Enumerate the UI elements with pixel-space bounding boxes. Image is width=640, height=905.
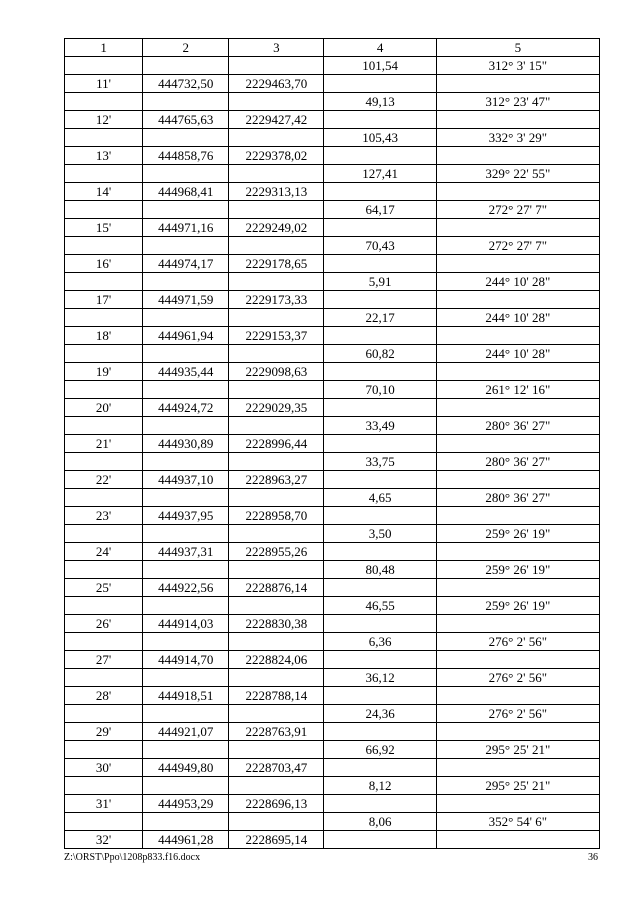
cell-y: 2228695,14 <box>229 831 324 849</box>
footer-page-number: 36 <box>588 852 598 863</box>
cell-distance <box>324 723 436 741</box>
cell-distance <box>324 435 436 453</box>
cell-y <box>229 669 324 687</box>
cell-x: 444937,95 <box>143 507 229 525</box>
cell-y: 2229173,33 <box>229 291 324 309</box>
table-body <box>65 57 600 849</box>
cell-point <box>65 345 143 363</box>
cell-x <box>143 777 229 795</box>
cell-distance <box>324 327 436 345</box>
cell-point: 17' <box>65 291 143 309</box>
cell-y <box>229 129 324 147</box>
cell-x <box>143 813 229 831</box>
cell-point <box>65 273 143 291</box>
cell-point: 16' <box>65 255 143 273</box>
table-row <box>65 795 600 813</box>
cell-y <box>229 201 324 219</box>
cell-x: 444858,76 <box>143 147 229 165</box>
cell-y <box>229 633 324 651</box>
cell-x: 444765,63 <box>143 111 229 129</box>
cell-y: 2229098,63 <box>229 363 324 381</box>
footer-file-path: Z:\ORST\Ppo\1208p833.f16.docx <box>64 852 201 863</box>
cell-x: 444971,16 <box>143 219 229 237</box>
cell-x <box>143 453 229 471</box>
cell-y: 2228958,70 <box>229 507 324 525</box>
table-row <box>65 93 600 111</box>
cell-bearing <box>436 291 599 309</box>
cell-x: 444961,94 <box>143 327 229 345</box>
cell-distance: 24,36 <box>324 705 436 723</box>
cell-x: 444974,17 <box>143 255 229 273</box>
cell-x: 444922,56 <box>143 579 229 597</box>
cell-point <box>65 777 143 795</box>
table-row <box>65 147 600 165</box>
cell-y: 2228788,14 <box>229 687 324 705</box>
cell-distance <box>324 651 436 669</box>
cell-distance <box>324 831 436 849</box>
cell-bearing <box>436 471 599 489</box>
table-row <box>65 633 600 651</box>
table-row <box>65 327 600 345</box>
cell-point <box>65 597 143 615</box>
table-row <box>65 435 600 453</box>
cell-distance: 60,82 <box>324 345 436 363</box>
cell-bearing <box>436 255 599 273</box>
cell-bearing: 295° 25' 21" <box>436 777 599 795</box>
cell-bearing: 259° 26' 19" <box>436 597 599 615</box>
cell-point <box>65 57 143 75</box>
cell-point <box>65 489 143 507</box>
cell-x <box>143 93 229 111</box>
cell-bearing: 259° 26' 19" <box>436 525 599 543</box>
cell-distance: 101,54 <box>324 57 436 75</box>
cell-distance <box>324 471 436 489</box>
cell-distance <box>324 579 436 597</box>
table-row <box>65 417 600 435</box>
cell-distance <box>324 795 436 813</box>
table-row <box>65 309 600 327</box>
cell-point: 12' <box>65 111 143 129</box>
table-row <box>65 543 600 561</box>
cell-point: 14' <box>65 183 143 201</box>
column-header-bearing: 5 <box>436 39 599 57</box>
cell-x <box>143 417 229 435</box>
cell-y: 2228830,38 <box>229 615 324 633</box>
cell-x: 444921,07 <box>143 723 229 741</box>
table-row <box>65 399 600 417</box>
cell-distance: 8,12 <box>324 777 436 795</box>
cell-bearing: 332° 3' 29" <box>436 129 599 147</box>
cell-bearing <box>436 399 599 417</box>
cell-x <box>143 165 229 183</box>
cell-y: 2228955,26 <box>229 543 324 561</box>
cell-bearing: 261° 12' 16" <box>436 381 599 399</box>
cell-x: 444914,70 <box>143 651 229 669</box>
cell-distance: 46,55 <box>324 597 436 615</box>
cell-y <box>229 417 324 435</box>
cell-bearing: 272° 27' 7" <box>436 237 599 255</box>
table-row <box>65 57 600 75</box>
cell-x <box>143 561 229 579</box>
cell-bearing <box>436 759 599 777</box>
cell-distance <box>324 507 436 525</box>
cell-distance: 127,41 <box>324 165 436 183</box>
cell-point: 23' <box>65 507 143 525</box>
cell-point <box>65 633 143 651</box>
cell-x: 444918,51 <box>143 687 229 705</box>
cell-point: 13' <box>65 147 143 165</box>
cell-distance <box>324 543 436 561</box>
cell-bearing: 276° 2' 56" <box>436 633 599 651</box>
cell-y: 2228696,13 <box>229 795 324 813</box>
cell-distance: 33,49 <box>324 417 436 435</box>
cell-point <box>65 201 143 219</box>
cell-x: 444924,72 <box>143 399 229 417</box>
cell-x: 444937,31 <box>143 543 229 561</box>
cell-point <box>65 237 143 255</box>
cell-distance <box>324 615 436 633</box>
cell-bearing: 312° 3' 15" <box>436 57 599 75</box>
table-row <box>65 813 600 831</box>
cell-bearing <box>436 327 599 345</box>
cell-x: 444953,29 <box>143 795 229 813</box>
cell-distance: 49,13 <box>324 93 436 111</box>
cell-bearing <box>436 687 599 705</box>
cell-x <box>143 381 229 399</box>
cell-bearing: 244° 10' 28" <box>436 309 599 327</box>
table-row <box>65 219 600 237</box>
cell-y: 2229463,70 <box>229 75 324 93</box>
cell-point: 18' <box>65 327 143 345</box>
cell-bearing: 276° 2' 56" <box>436 705 599 723</box>
cell-y: 2229249,02 <box>229 219 324 237</box>
cell-x <box>143 345 229 363</box>
cell-y: 2229378,02 <box>229 147 324 165</box>
coordinates-table <box>64 38 600 849</box>
cell-distance: 66,92 <box>324 741 436 759</box>
cell-x: 444968,41 <box>143 183 229 201</box>
cell-bearing <box>436 615 599 633</box>
table-row <box>65 615 600 633</box>
cell-distance: 70,43 <box>324 237 436 255</box>
cell-x <box>143 741 229 759</box>
cell-bearing: 244° 10' 28" <box>436 345 599 363</box>
cell-x <box>143 201 229 219</box>
cell-x: 444949,80 <box>143 759 229 777</box>
cell-point: 15' <box>65 219 143 237</box>
table-row <box>65 507 600 525</box>
cell-bearing <box>436 363 599 381</box>
table-row <box>65 273 600 291</box>
cell-point <box>65 381 143 399</box>
cell-point <box>65 93 143 111</box>
table-row <box>65 111 600 129</box>
cell-point: 29' <box>65 723 143 741</box>
table-row <box>65 705 600 723</box>
cell-distance <box>324 363 436 381</box>
cell-point <box>65 453 143 471</box>
cell-distance: 105,43 <box>324 129 436 147</box>
cell-bearing: 280° 36' 27" <box>436 453 599 471</box>
cell-point <box>65 417 143 435</box>
cell-bearing <box>436 507 599 525</box>
cell-bearing: 259° 26' 19" <box>436 561 599 579</box>
cell-y: 2228824,06 <box>229 651 324 669</box>
cell-y: 2228876,14 <box>229 579 324 597</box>
cell-x <box>143 489 229 507</box>
table-row <box>65 381 600 399</box>
table-row <box>65 687 600 705</box>
cell-point <box>65 165 143 183</box>
cell-y: 2229178,65 <box>229 255 324 273</box>
cell-y <box>229 453 324 471</box>
column-header-distance: 4 <box>324 39 436 57</box>
column-header-y: 3 <box>229 39 324 57</box>
cell-x <box>143 597 229 615</box>
cell-bearing <box>436 147 599 165</box>
cell-x <box>143 669 229 687</box>
cell-point <box>65 705 143 723</box>
cell-bearing: 352° 54' 6" <box>436 813 599 831</box>
table-row <box>65 723 600 741</box>
cell-point <box>65 741 143 759</box>
cell-bearing <box>436 651 599 669</box>
cell-distance: 70,10 <box>324 381 436 399</box>
cell-bearing <box>436 579 599 597</box>
cell-x: 444935,44 <box>143 363 229 381</box>
column-header-point: 1 <box>65 39 143 57</box>
table-row <box>65 669 600 687</box>
cell-distance <box>324 111 436 129</box>
cell-y: 2228963,27 <box>229 471 324 489</box>
table-row <box>65 831 600 849</box>
cell-y <box>229 705 324 723</box>
cell-distance: 64,17 <box>324 201 436 219</box>
table-row <box>65 561 600 579</box>
cell-x: 444961,28 <box>143 831 229 849</box>
cell-y: 2229427,42 <box>229 111 324 129</box>
cell-bearing <box>436 831 599 849</box>
table-row <box>65 597 600 615</box>
cell-point: 24' <box>65 543 143 561</box>
cell-y: 2229029,35 <box>229 399 324 417</box>
cell-point: 19' <box>65 363 143 381</box>
cell-x <box>143 129 229 147</box>
cell-y <box>229 309 324 327</box>
cell-point: 28' <box>65 687 143 705</box>
table-row <box>65 777 600 795</box>
cell-distance <box>324 75 436 93</box>
cell-distance: 33,75 <box>324 453 436 471</box>
cell-bearing <box>436 543 599 561</box>
cell-distance: 6,36 <box>324 633 436 651</box>
cell-distance: 4,65 <box>324 489 436 507</box>
table-row <box>65 129 600 147</box>
cell-point <box>65 129 143 147</box>
cell-distance: 8,06 <box>324 813 436 831</box>
cell-distance <box>324 183 436 201</box>
cell-point: 27' <box>65 651 143 669</box>
cell-x: 444971,59 <box>143 291 229 309</box>
cell-y: 2228763,91 <box>229 723 324 741</box>
cell-y <box>229 813 324 831</box>
cell-x <box>143 309 229 327</box>
cell-distance <box>324 759 436 777</box>
cell-bearing <box>436 723 599 741</box>
table-row <box>65 201 600 219</box>
cell-y <box>229 597 324 615</box>
cell-point: 21' <box>65 435 143 453</box>
cell-y <box>229 489 324 507</box>
cell-x: 444914,03 <box>143 615 229 633</box>
cell-distance <box>324 399 436 417</box>
cell-bearing <box>436 795 599 813</box>
cell-y <box>229 57 324 75</box>
cell-bearing: 280° 36' 27" <box>436 417 599 435</box>
cell-y <box>229 777 324 795</box>
cell-point: 32' <box>65 831 143 849</box>
cell-point: 25' <box>65 579 143 597</box>
cell-distance: 80,48 <box>324 561 436 579</box>
cell-bearing: 280° 36' 27" <box>436 489 599 507</box>
cell-distance <box>324 147 436 165</box>
table-row <box>65 165 600 183</box>
cell-distance <box>324 219 436 237</box>
table-row <box>65 453 600 471</box>
cell-point <box>65 561 143 579</box>
cell-y: 2229153,37 <box>229 327 324 345</box>
cell-y <box>229 561 324 579</box>
cell-y: 2229313,13 <box>229 183 324 201</box>
cell-distance <box>324 291 436 309</box>
cell-y <box>229 741 324 759</box>
cell-point <box>65 525 143 543</box>
cell-bearing <box>436 183 599 201</box>
cell-y: 2228703,47 <box>229 759 324 777</box>
cell-y <box>229 93 324 111</box>
table-row <box>65 363 600 381</box>
cell-point: 26' <box>65 615 143 633</box>
table-row <box>65 75 600 93</box>
column-header-x: 2 <box>143 39 229 57</box>
table-row <box>65 345 600 363</box>
cell-point: 22' <box>65 471 143 489</box>
cell-bearing: 312° 23' 47" <box>436 93 599 111</box>
table-row <box>65 183 600 201</box>
cell-distance: 3,50 <box>324 525 436 543</box>
cell-x: 444937,10 <box>143 471 229 489</box>
cell-x <box>143 705 229 723</box>
cell-bearing: 295° 25' 21" <box>436 741 599 759</box>
cell-y: 2228996,44 <box>229 435 324 453</box>
cell-bearing <box>436 75 599 93</box>
cell-bearing <box>436 435 599 453</box>
cell-x <box>143 57 229 75</box>
table-row <box>65 525 600 543</box>
cell-distance: 5,91 <box>324 273 436 291</box>
cell-distance <box>324 687 436 705</box>
table-row <box>65 291 600 309</box>
cell-bearing <box>436 219 599 237</box>
cell-y <box>229 165 324 183</box>
table-header-row <box>65 39 600 57</box>
table-row <box>65 651 600 669</box>
cell-y <box>229 381 324 399</box>
table-row <box>65 237 600 255</box>
cell-bearing: 276° 2' 56" <box>436 669 599 687</box>
cell-y <box>229 237 324 255</box>
cell-x <box>143 237 229 255</box>
cell-bearing: 272° 27' 7" <box>436 201 599 219</box>
cell-y <box>229 273 324 291</box>
table-row <box>65 759 600 777</box>
table-row <box>65 741 600 759</box>
cell-distance: 22,17 <box>324 309 436 327</box>
cell-point <box>65 309 143 327</box>
table-row <box>65 489 600 507</box>
cell-point <box>65 813 143 831</box>
cell-distance: 36,12 <box>324 669 436 687</box>
cell-bearing: 329° 22' 55" <box>436 165 599 183</box>
cell-bearing <box>436 111 599 129</box>
cell-x <box>143 633 229 651</box>
cell-point: 30' <box>65 759 143 777</box>
cell-bearing: 244° 10' 28" <box>436 273 599 291</box>
cell-x: 444930,89 <box>143 435 229 453</box>
table-row <box>65 579 600 597</box>
cell-point: 11' <box>65 75 143 93</box>
cell-point: 31' <box>65 795 143 813</box>
table-row <box>65 471 600 489</box>
cell-x <box>143 273 229 291</box>
cell-y <box>229 345 324 363</box>
cell-y <box>229 525 324 543</box>
cell-distance <box>324 255 436 273</box>
cell-x: 444732,50 <box>143 75 229 93</box>
cell-point <box>65 669 143 687</box>
cell-x <box>143 525 229 543</box>
cell-point: 20' <box>65 399 143 417</box>
table-row <box>65 255 600 273</box>
